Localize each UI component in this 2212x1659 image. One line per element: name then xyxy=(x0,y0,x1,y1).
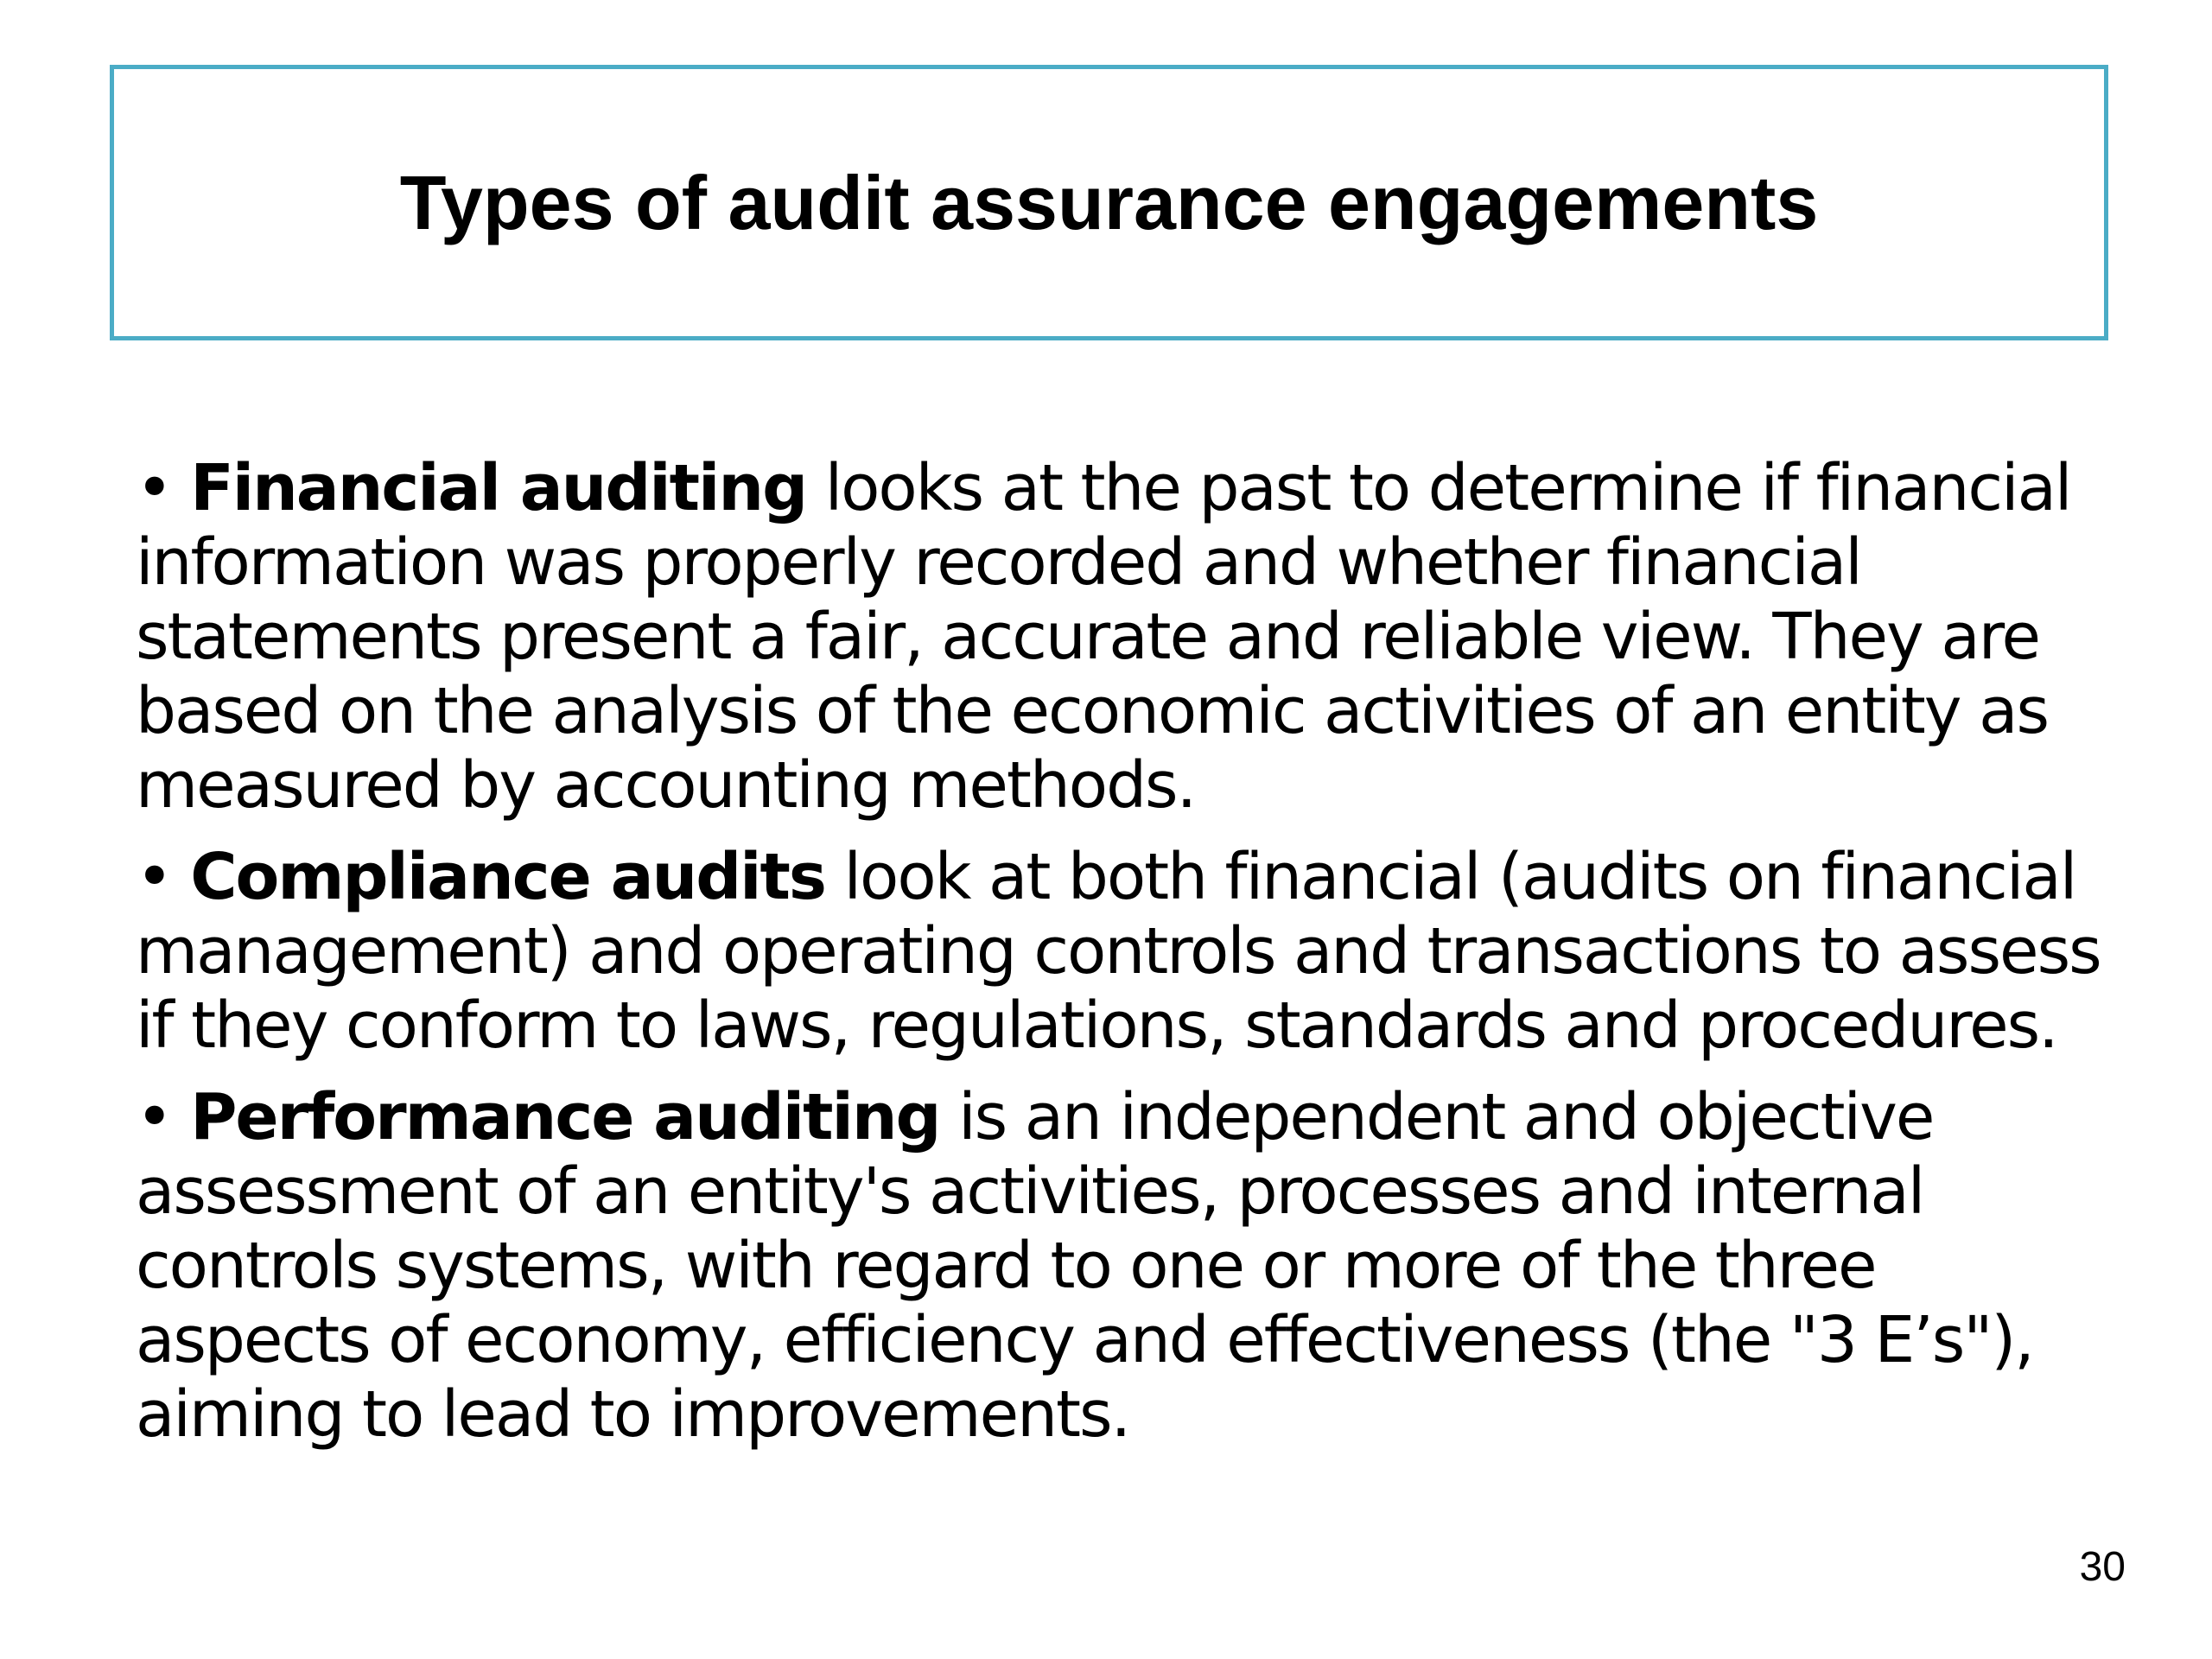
bullet-term: Performance auditing xyxy=(190,1080,940,1154)
page-number: 30 xyxy=(2079,1544,2126,1590)
bullet-dot: • xyxy=(136,451,172,525)
bullet-term: Financial auditing xyxy=(190,451,807,525)
bullet-item-financial-auditing xyxy=(136,451,2123,823)
bullet-text: look at both financial (audits on financial management) and operating controls and transactions to assess if they conform to laws, regulations, standards and procedures. xyxy=(136,840,2101,1063)
slide-content xyxy=(136,451,2123,1469)
bullet-item-compliance-audits xyxy=(136,840,2123,1063)
bullet-text: is an independent and objective assessment of an entity's activities, processes and internal controls systems, with regard to one or more of the three aspects of economy, efficiency and effectiveness (the "3 E’s"), aiming to lead to improvements. xyxy=(136,1080,2033,1452)
bullet-item-performance-auditing xyxy=(136,1080,2123,1452)
slide-title-box xyxy=(110,65,2108,340)
bullet-dot: • xyxy=(136,1080,172,1154)
slide-title: Types of audit assurance engagements xyxy=(399,159,1819,245)
bullet-text: looks at the past to determine if financial information was properly recorded and whether financial statements present a fair, accurate and reliable view. They are based on the analysis of the economic activities of an entity as measured by accounting methods. xyxy=(136,451,2071,823)
bullet-dot: • xyxy=(136,840,172,914)
bullet-term: Compliance audits xyxy=(190,840,825,914)
